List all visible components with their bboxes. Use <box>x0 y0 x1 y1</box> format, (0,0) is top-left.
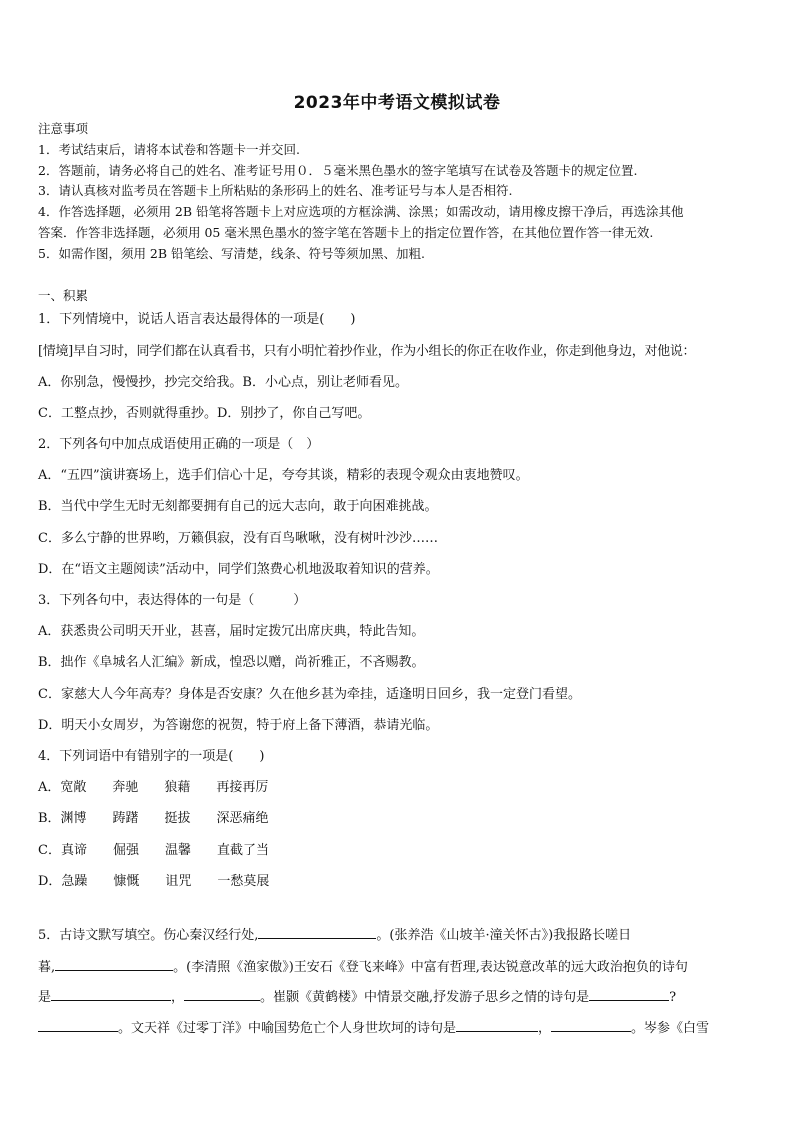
question-5-line <box>38 1019 709 1038</box>
question-5-text: 。(李清照《渔家傲》)王安石《登飞来峰》中富有哲理,表达锐意改革的远大政治抱负的诗句 <box>173 960 688 975</box>
question-5-line <box>38 926 631 945</box>
notice-item: 答案．作答非选择题，必须用 05 毫米黑色墨水的签字笔在答题卡上的指定位置作答，在其他位置作答一律无效. <box>38 225 654 240</box>
question-3-option: B．拙作《阜城名人汇编》新成，惶恐以赠，尚祈雅正，不吝赐教。 <box>38 655 425 670</box>
question-2-option: B．当代中学生无时无刻都要拥有自己的远大志向，敢于向困难挑战。 <box>38 499 438 514</box>
notice-item: 3．请认真核对监考员在答题卡上所粘贴的条形码上的姓名、准考证号与本人是否相符. <box>38 183 513 198</box>
question-5-text: 。崔颢《黄鹤楼》中情景交融,抒发游子思乡之情的诗句是 <box>260 990 590 1005</box>
page-title: 2023年中考语文模拟试卷 <box>293 93 501 113</box>
question-1-options-ab: A．你别急，慢慢抄，抄完交给我。B．小心点，别让老师看见。 <box>38 375 408 390</box>
question-4-option: B．渊博 踌躇 挺拔 深恶痛绝 <box>38 811 269 826</box>
question-5-text: ， <box>171 990 185 1005</box>
question-2-stem: 2．下列各句中加点成语使用正确的一项是（ ） <box>38 437 320 452</box>
question-5-line <box>38 988 676 1007</box>
question-1-context: [情境]早自习时，同学们都在认真看书，只有小明忙着抄作业，作为小组长的你正在收作业，你走到他身边，对他说： <box>38 344 696 359</box>
answer-blank[interactable] <box>456 1019 538 1032</box>
question-5-text: ， <box>538 1021 552 1036</box>
question-3-option: A．获悉贵公司明天开业，甚喜，届时定拨冗出席庆典，特此告知。 <box>38 624 425 639</box>
answer-blank[interactable] <box>184 988 260 1001</box>
question-5-text: 暮, <box>38 960 56 975</box>
question-4-stem: 4．下列词语中有错别字的一项是( ) <box>38 749 265 764</box>
notice-item: 1．考试结束后，请将本试卷和答题卡一并交回. <box>38 142 300 157</box>
notice-heading: 注意事项 <box>38 121 89 136</box>
question-5-text: 。文天祥《过零丁洋》中喻国势危亡个人身世坎坷的诗句是 <box>118 1021 457 1036</box>
answer-blank[interactable] <box>55 958 173 971</box>
answer-blank[interactable] <box>51 988 171 1001</box>
question-1-stem: 1．下列情境中，说话人语言表达最得体的一项是( ) <box>38 312 356 327</box>
question-3-stem: 3．下列各句中，表达得体的一句是（ ） <box>38 593 307 608</box>
notice-item: 4．作答选择题，必须用 2B 铅笔将答题卡上对应选项的方框涂满、涂黑；如需改动，请用橡皮擦干净后，再选涂其他 <box>38 204 684 219</box>
question-4-option: D．急躁 慷慨 诅咒 一愁莫展 <box>38 874 270 889</box>
question-2-option: C．多么宁静的世界哟，万籁俱寂，没有百鸟啾啾，没有树叶沙沙…… <box>38 531 438 546</box>
question-5-text: 5．古诗文默写填空。伤心秦汉经行处, <box>38 928 259 943</box>
question-3-option: D．明天小女周岁，为答谢您的祝贺，特于府上备下薄酒，恭请光临。 <box>38 718 439 733</box>
question-5-line <box>38 958 688 977</box>
answer-blank[interactable] <box>258 926 376 939</box>
question-5-text: 。岑参《白雪 <box>631 1021 710 1036</box>
question-2-option: D．在“语文主题阅读”活动中，同学们煞费心机地汲取着知识的营养。 <box>38 562 439 577</box>
answer-blank[interactable] <box>551 1019 631 1032</box>
question-3-option: C．家慈大人今年高寿？身体是否安康？久在他乡甚为牵挂，适逢明日回乡，我一定登门看望。 <box>38 687 581 702</box>
question-5-text: ? <box>669 990 677 1005</box>
notice-item: 5．如需作图，须用 2B 铅笔绘、写清楚，线条、符号等须加黑、加粗. <box>38 246 426 261</box>
question-4-option: A．宽敞 奔驰 狼藉 再接再厉 <box>38 780 269 795</box>
notice-item: 2．答题前，请务必将自己的姓名、准考证号用０．５毫米黑色墨水的签字笔填写在试卷及答题卡的规定位置. <box>38 163 638 178</box>
question-5-text: 是 <box>38 990 52 1005</box>
question-1-options-cd: C．工整点抄，否则就得重抄。D．别抄了，你自己写吧。 <box>38 406 371 421</box>
question-2-option: A．“五四”演讲赛场上，选手们信心十足，夸夸其谈，精彩的表现令观众由衷地赞叹。 <box>38 468 529 483</box>
answer-blank[interactable] <box>38 1019 118 1032</box>
section-heading: 一、积累 <box>38 288 89 303</box>
answer-blank[interactable] <box>589 988 669 1001</box>
question-5-text: 。(张养浩《山坡羊·潼关怀古》)我报路长嗟日 <box>376 928 632 943</box>
question-4-option: C．真谛 倔强 温馨 直截了当 <box>38 843 269 858</box>
